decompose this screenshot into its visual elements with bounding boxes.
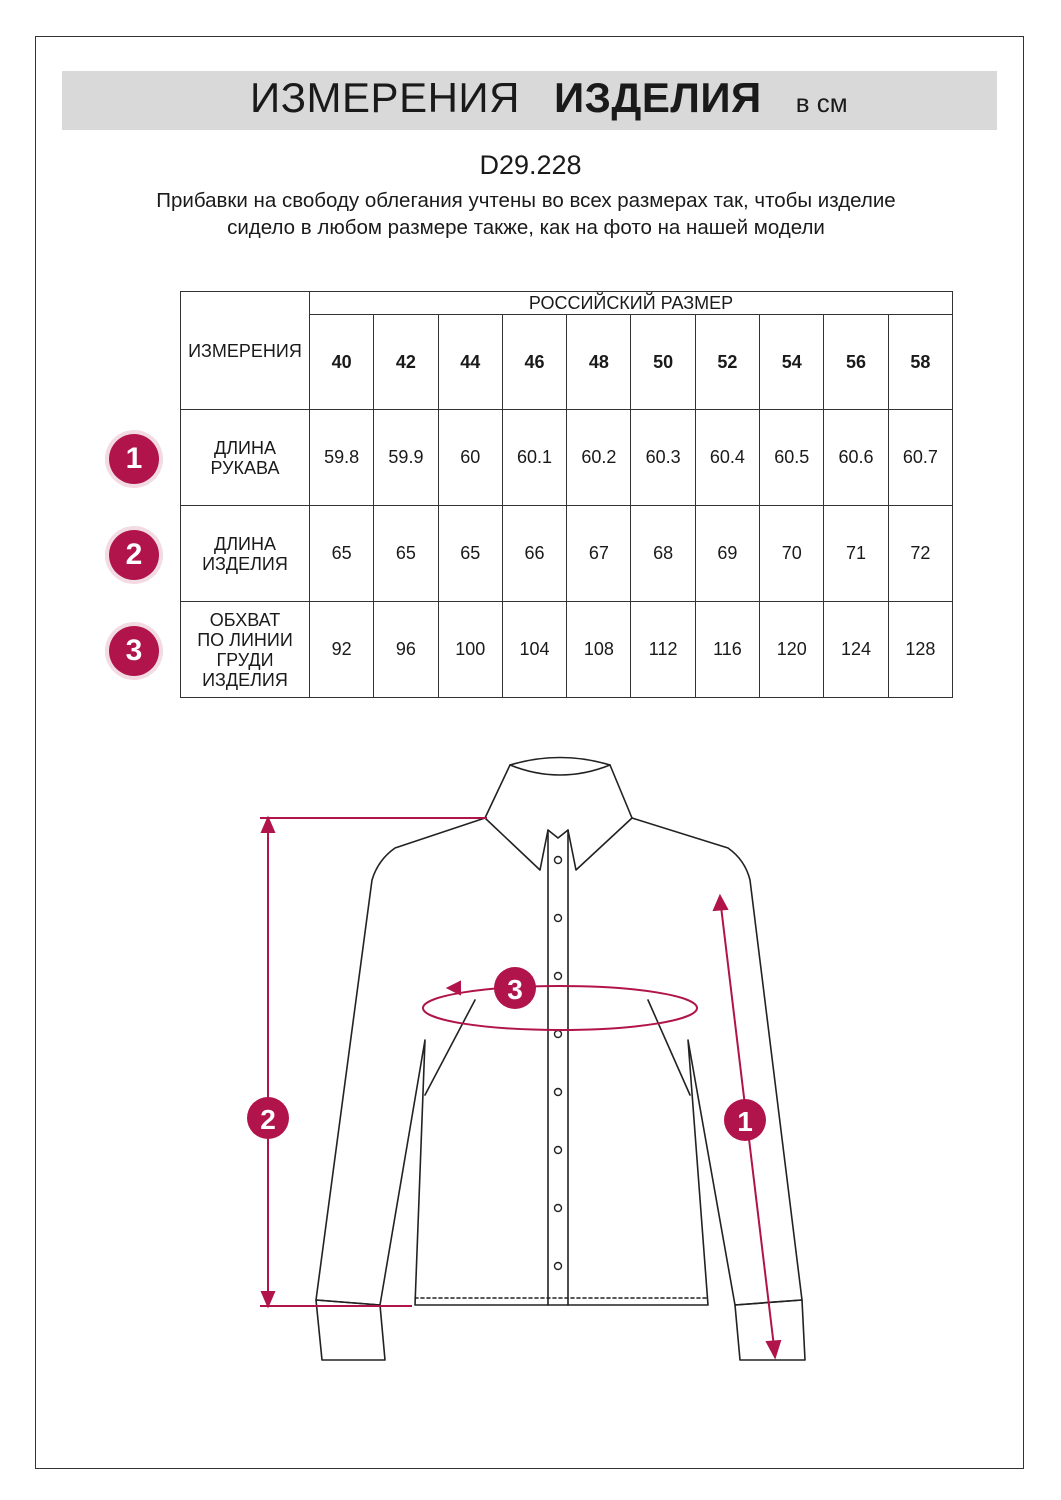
table-cell: 120 <box>760 602 824 698</box>
row-label: ОБХВАТ ПО ЛИНИИ ГРУДИ ИЗДЕЛИЯ <box>181 602 310 698</box>
left-cuff <box>316 1300 385 1360</box>
table-cell: 68 <box>631 506 695 602</box>
table-row <box>181 410 953 506</box>
size-header: 58 <box>888 315 952 410</box>
table-cell: 128 <box>888 602 952 698</box>
table-cell: 72 <box>888 506 952 602</box>
table-cell: 60.6 <box>824 410 888 506</box>
title-bold: ИЗДЕЛИЯ <box>553 74 762 121</box>
table-cell: 116 <box>695 602 759 698</box>
size-header: 50 <box>631 315 695 410</box>
table-cell: 60.7 <box>888 410 952 506</box>
row-marker-1: 1 <box>109 434 159 484</box>
row-label: ДЛИНА ИЗДЕЛИЯ <box>181 506 310 602</box>
page-title <box>250 74 848 126</box>
table-row <box>181 602 953 698</box>
table-cell: 59.9 <box>374 410 438 506</box>
size-header: 56 <box>824 315 888 410</box>
fit-note: Прибавки на свободу облегания учтены во всех размерах так, чтобы изделие сидело в любом размере также, как на фото на нашей модели <box>156 189 896 239</box>
diagram-marker-2: 2 <box>260 1104 276 1135</box>
size-table <box>180 291 953 698</box>
table-cell: 70 <box>760 506 824 602</box>
table-cell: 60.3 <box>631 410 695 506</box>
table-cell: 112 <box>631 602 695 698</box>
table-cell: 60.4 <box>695 410 759 506</box>
table-cell: 60.1 <box>502 410 566 506</box>
table-cell: 108 <box>567 602 631 698</box>
title-unit: в см <box>795 88 848 118</box>
shirt-body-outline <box>316 818 802 1305</box>
corner-label: ИЗМЕРЕНИЯ <box>181 292 310 410</box>
table-cell: 96 <box>374 602 438 698</box>
size-group-label: РОССИЙСКИЙ РАЗМЕР <box>310 292 953 315</box>
table-cell: 124 <box>824 602 888 698</box>
table-cell: 71 <box>824 506 888 602</box>
table-cell: 67 <box>567 506 631 602</box>
table-cell: 65 <box>310 506 374 602</box>
article-code: D29.228 <box>479 150 582 180</box>
table-cell: 104 <box>502 602 566 698</box>
diagram-marker-1: 1 <box>737 1106 753 1137</box>
shirt-collar <box>485 758 632 819</box>
size-header: 54 <box>760 315 824 410</box>
size-header: 46 <box>502 315 566 410</box>
table-cell: 60.2 <box>567 410 631 506</box>
diagram-marker-3: 3 <box>507 974 523 1005</box>
table-cell: 59.8 <box>310 410 374 506</box>
table-cell: 65 <box>438 506 502 602</box>
table-cell: 69 <box>695 506 759 602</box>
size-header: 48 <box>567 315 631 410</box>
size-header: 40 <box>310 315 374 410</box>
row-marker-2: 2 <box>109 530 159 580</box>
shirt-diagram <box>0 740 1061 1440</box>
table-row <box>181 506 953 602</box>
table-cell: 66 <box>502 506 566 602</box>
row-label: ДЛИНА РУКАВА <box>181 410 310 506</box>
table-cell: 60.5 <box>760 410 824 506</box>
table-cell: 92 <box>310 602 374 698</box>
size-header: 44 <box>438 315 502 410</box>
size-header: 42 <box>374 315 438 410</box>
title-light: ИЗМЕРЕНИЯ <box>250 74 520 121</box>
table-cell: 100 <box>438 602 502 698</box>
row-marker-3: 3 <box>109 626 159 676</box>
table-cell: 60 <box>438 410 502 506</box>
size-header: 52 <box>695 315 759 410</box>
table-cell: 65 <box>374 506 438 602</box>
